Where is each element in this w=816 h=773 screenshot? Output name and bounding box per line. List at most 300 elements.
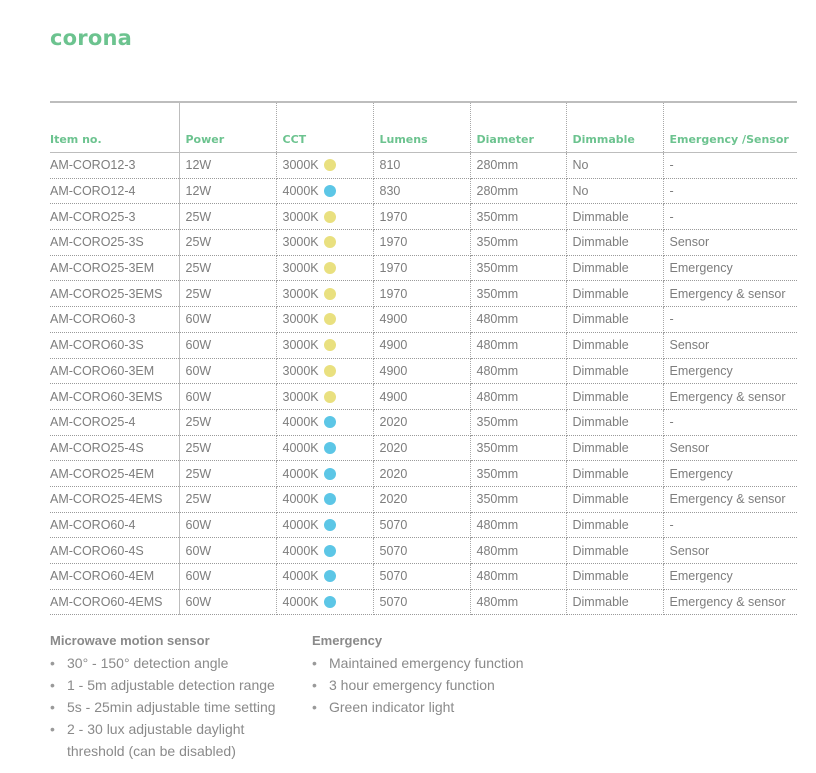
cell-dimmable: [566, 461, 663, 487]
cell-lumens-text: 810: [379, 158, 401, 173]
cell-cct: [276, 384, 373, 410]
cell-power: [179, 178, 276, 204]
spec-table-container: [50, 101, 797, 615]
cct-color-dot-icon: [324, 211, 336, 223]
cct-color-dot-icon: [324, 570, 336, 582]
cell-lumens-text: 2020: [379, 440, 408, 455]
table-row: [50, 358, 797, 384]
cell-diameter: [470, 589, 566, 615]
table-row: [50, 538, 797, 564]
cell-lumens: [373, 435, 470, 461]
cell-dimmable-text: Dimmable: [572, 261, 629, 276]
cell-emergency-sensor: [663, 230, 797, 256]
cell-lumens: [373, 512, 470, 538]
cell-power: [179, 230, 276, 256]
list-item-text: Maintained emergency function: [329, 655, 524, 671]
cell-cct-text: 3000K: [282, 158, 319, 173]
cell-power-text: 25W: [185, 415, 212, 430]
cell-power-text: 60W: [185, 363, 212, 378]
cell-dimmable-text: Dimmable: [572, 595, 629, 610]
cell-emergency-sensor: [663, 512, 797, 538]
bullet-icon: •: [50, 655, 55, 671]
cell-cct: [276, 564, 373, 590]
list-item-text: Green indicator light: [329, 699, 455, 715]
cell-cct-text: 4000K: [282, 466, 319, 481]
spec-table: [50, 101, 797, 615]
cell-cct: [276, 409, 373, 435]
table-row: [50, 409, 797, 435]
cell-lumens-text: 5070: [379, 517, 408, 532]
cell-diameter-text: 480mm: [476, 312, 519, 327]
cell-emergency-sensor-text: Emergency: [669, 363, 733, 378]
cell-cct-text: 3000K: [282, 338, 319, 353]
cell-diameter: [470, 538, 566, 564]
cct-color-dot-icon: [324, 339, 336, 351]
cell-cct: [276, 461, 373, 487]
cell-power: [179, 461, 276, 487]
cell-power: [179, 589, 276, 615]
table-row: [50, 461, 797, 487]
cell-diameter-text: 280mm: [476, 184, 519, 199]
cell-cct-text: 3000K: [282, 363, 319, 378]
cell-diameter-text: 350mm: [476, 492, 519, 507]
cell-item-no: [50, 204, 179, 230]
cell-power-text: 60W: [185, 389, 212, 404]
table-row: [50, 332, 797, 358]
cell-lumens-text: 1970: [379, 209, 408, 224]
cell-cct-text: 4000K: [282, 184, 319, 199]
cell-item-no: [50, 538, 179, 564]
cell-lumens: [373, 384, 470, 410]
cell-item-no-text: AM-CORO60-4EMS: [50, 595, 163, 610]
cell-item-no-text: AM-CORO25-3EMS: [50, 286, 163, 301]
cell-lumens: [373, 461, 470, 487]
cell-dimmable: [566, 538, 663, 564]
cell-power: [179, 153, 276, 179]
cell-emergency-sensor-text: Sensor: [669, 338, 710, 353]
table-row: [50, 281, 797, 307]
cell-power: [179, 255, 276, 281]
cell-lumens-text: 4900: [379, 363, 408, 378]
cell-diameter: [470, 435, 566, 461]
cell-emergency-sensor: [663, 409, 797, 435]
list-item: [50, 718, 300, 762]
cell-item-no: [50, 512, 179, 538]
cell-power: [179, 435, 276, 461]
cell-power: [179, 384, 276, 410]
table-row: [50, 589, 797, 615]
cct-color-dot-icon: [324, 236, 336, 248]
cell-power-text: 60W: [185, 543, 212, 558]
cell-emergency-sensor: [663, 281, 797, 307]
cell-emergency-sensor-text: Emergency: [669, 466, 733, 481]
cell-emergency-sensor: [663, 384, 797, 410]
cell-emergency-sensor: [663, 153, 797, 179]
cell-emergency-sensor-text: Emergency & sensor: [669, 389, 786, 404]
cell-item-no: [50, 486, 179, 512]
cell-lumens: [373, 564, 470, 590]
cell-cct-text: 3000K: [282, 261, 319, 276]
list-item: [50, 674, 300, 696]
cell-cct-text: 3000K: [282, 286, 319, 301]
cell-emergency-sensor-text: -: [669, 184, 674, 199]
cell-diameter: [470, 178, 566, 204]
emergency-notes-list: [312, 652, 612, 718]
cct-color-dot-icon: [324, 262, 336, 274]
cell-lumens: [373, 307, 470, 333]
cell-emergency-sensor-text: -: [669, 209, 674, 224]
list-item-text: 3 hour emergency function: [329, 677, 495, 693]
cct-color-dot-icon: [324, 442, 336, 454]
cell-diameter: [470, 255, 566, 281]
cell-power-text: 25W: [185, 261, 212, 276]
cell-diameter: [470, 486, 566, 512]
cct-color-dot-icon: [324, 288, 336, 300]
cell-power: [179, 486, 276, 512]
cell-lumens-text: 2020: [379, 415, 408, 430]
cell-diameter-text: 480mm: [476, 338, 519, 353]
table-row: [50, 512, 797, 538]
cell-emergency-sensor-text: Emergency & sensor: [669, 595, 786, 610]
cell-diameter-text: 480mm: [476, 569, 519, 584]
cell-dimmable: [566, 307, 663, 333]
list-item-text: 30° - 150° detection angle: [67, 655, 229, 671]
cell-emergency-sensor: [663, 564, 797, 590]
cell-diameter: [470, 332, 566, 358]
table-header-row: [50, 102, 797, 153]
cell-dimmable-text: Dimmable: [572, 466, 629, 481]
cell-diameter: [470, 230, 566, 256]
table-row: [50, 255, 797, 281]
cell-power: [179, 409, 276, 435]
cell-cct: [276, 435, 373, 461]
table-row: [50, 435, 797, 461]
cell-diameter-text: 350mm: [476, 261, 519, 276]
list-item-text: threshold (can be disabled): [67, 743, 236, 759]
cell-emergency-sensor: [663, 358, 797, 384]
header-lumens: Lumens: [373, 102, 470, 153]
cell-dimmable: [566, 589, 663, 615]
header-power: Power: [179, 102, 276, 153]
cell-power: [179, 538, 276, 564]
cell-emergency-sensor-text: Emergency & sensor: [669, 492, 786, 507]
cell-item-no: [50, 281, 179, 307]
cct-color-dot-icon: [324, 185, 336, 197]
cct-color-dot-icon: [324, 159, 336, 171]
cell-emergency-sensor-text: -: [669, 158, 674, 173]
list-item-text: 1 - 5m adjustable detection range: [67, 677, 275, 693]
cell-emergency-sensor: [663, 307, 797, 333]
cell-item-no: [50, 461, 179, 487]
cell-lumens: [373, 538, 470, 564]
cell-dimmable-text: Dimmable: [572, 286, 629, 301]
sensor-notes: [50, 633, 300, 762]
cell-dimmable-text: Dimmable: [572, 338, 629, 353]
cell-dimmable: [566, 204, 663, 230]
list-item-text: 5s - 25min adjustable time setting: [67, 699, 276, 715]
cell-item-no-text: AM-CORO60-3S: [50, 338, 144, 353]
cell-diameter-text: 480mm: [476, 543, 519, 558]
cell-cct: [276, 307, 373, 333]
cell-dimmable: [566, 512, 663, 538]
cell-cct: [276, 230, 373, 256]
cell-emergency-sensor: [663, 204, 797, 230]
list-item: [50, 652, 300, 674]
cell-lumens: [373, 409, 470, 435]
cell-cct-text: 3000K: [282, 209, 319, 224]
cell-dimmable-text: Dimmable: [572, 209, 629, 224]
cell-lumens-text: 2020: [379, 492, 408, 507]
cell-diameter-text: 480mm: [476, 595, 519, 610]
cell-diameter-text: 350mm: [476, 286, 519, 301]
cell-item-no-text: AM-CORO25-4S: [50, 440, 144, 455]
cell-emergency-sensor: [663, 589, 797, 615]
cell-dimmable-text: Dimmable: [572, 235, 629, 250]
brand-logo: corona: [50, 26, 132, 50]
cell-item-no-text: AM-CORO60-4S: [50, 543, 144, 558]
cell-dimmable-text: Dimmable: [572, 492, 629, 507]
cell-emergency-sensor-text: -: [669, 517, 674, 532]
table-row: [50, 564, 797, 590]
cell-diameter: [470, 384, 566, 410]
emergency-notes-title: Emergency: [312, 633, 383, 648]
cell-power: [179, 307, 276, 333]
cell-power: [179, 564, 276, 590]
cell-diameter-text: 480mm: [476, 389, 519, 404]
cell-lumens: [373, 153, 470, 179]
header-emergency-sensor: Emergency /Sensor: [663, 102, 797, 153]
cell-lumens-text: 1970: [379, 235, 408, 250]
cell-power-text: 60W: [185, 517, 212, 532]
cct-color-dot-icon: [324, 493, 336, 505]
cell-power: [179, 358, 276, 384]
cell-item-no: [50, 564, 179, 590]
cell-emergency-sensor-text: -: [669, 312, 674, 327]
cell-cct: [276, 589, 373, 615]
sensor-notes-title: Microwave motion sensor: [50, 633, 210, 648]
list-item-text: 2 - 30 lux adjustable daylight: [67, 721, 245, 737]
cell-power-text: 25W: [185, 440, 212, 455]
cell-power-text: 12W: [185, 184, 212, 199]
cell-emergency-sensor: [663, 461, 797, 487]
sensor-notes-list: [50, 652, 300, 762]
cell-cct: [276, 486, 373, 512]
cct-color-dot-icon: [324, 313, 336, 325]
cell-emergency-sensor-text: Emergency: [669, 569, 733, 584]
cell-diameter-text: 350mm: [476, 415, 519, 430]
header-dimmable: Dimmable: [566, 102, 663, 153]
cell-diameter: [470, 564, 566, 590]
cell-dimmable: [566, 384, 663, 410]
cell-emergency-sensor-text: Sensor: [669, 543, 710, 558]
cct-color-dot-icon: [324, 519, 336, 531]
bullet-icon: •: [50, 677, 55, 693]
cell-dimmable: [566, 486, 663, 512]
cell-diameter-text: 350mm: [476, 235, 519, 250]
cell-lumens-text: 4900: [379, 389, 408, 404]
emergency-notes: [312, 633, 612, 718]
cell-cct: [276, 332, 373, 358]
cell-item-no-text: AM-CORO25-3S: [50, 235, 144, 250]
cell-lumens: [373, 204, 470, 230]
cell-emergency-sensor-text: Sensor: [669, 235, 710, 250]
cell-power: [179, 512, 276, 538]
cell-cct: [276, 358, 373, 384]
cell-lumens: [373, 589, 470, 615]
cell-lumens-text: 1970: [379, 261, 408, 276]
table-row: [50, 384, 797, 410]
cell-power: [179, 281, 276, 307]
cell-dimmable-text: Dimmable: [572, 569, 629, 584]
cell-cct-text: 3000K: [282, 235, 319, 250]
cct-color-dot-icon: [324, 596, 336, 608]
cell-diameter-text: 480mm: [476, 363, 519, 378]
table-body: [50, 153, 797, 615]
cell-emergency-sensor: [663, 538, 797, 564]
cell-dimmable-text: Dimmable: [572, 363, 629, 378]
cell-cct: [276, 153, 373, 179]
cell-dimmable: [566, 564, 663, 590]
cell-item-no: [50, 435, 179, 461]
cell-dimmable: [566, 358, 663, 384]
cell-item-no-text: AM-CORO60-3: [50, 312, 136, 327]
cell-item-no-text: AM-CORO25-4EM: [50, 466, 155, 481]
bullet-icon: •: [312, 655, 317, 671]
cell-emergency-sensor-text: Emergency & sensor: [669, 286, 786, 301]
cell-emergency-sensor-text: -: [669, 415, 674, 430]
cell-emergency-sensor: [663, 486, 797, 512]
cell-item-no: [50, 332, 179, 358]
cct-color-dot-icon: [324, 365, 336, 377]
cell-item-no-text: AM-CORO25-4EMS: [50, 492, 163, 507]
cell-cct: [276, 178, 373, 204]
cell-dimmable-text: Dimmable: [572, 415, 629, 430]
cell-item-no-text: AM-CORO60-4: [50, 517, 136, 532]
list-item: [312, 652, 612, 674]
cell-item-no-text: AM-CORO25-3: [50, 209, 136, 224]
cell-lumens-text: 4900: [379, 338, 408, 353]
cell-item-no: [50, 409, 179, 435]
table-row: [50, 486, 797, 512]
cell-lumens: [373, 255, 470, 281]
cell-diameter: [470, 281, 566, 307]
cell-item-no-text: AM-CORO60-3EM: [50, 363, 155, 378]
cell-diameter-text: 350mm: [476, 466, 519, 481]
cell-cct-text: 3000K: [282, 389, 319, 404]
cell-cct: [276, 204, 373, 230]
cell-lumens: [373, 486, 470, 512]
cell-power-text: 25W: [185, 286, 212, 301]
cct-color-dot-icon: [324, 545, 336, 557]
cell-item-no-text: AM-CORO25-3EM: [50, 261, 155, 276]
cell-diameter: [470, 461, 566, 487]
cell-dimmable-text: Dimmable: [572, 389, 629, 404]
cell-cct-text: 4000K: [282, 415, 319, 430]
cell-diameter: [470, 307, 566, 333]
cell-cct-text: 4000K: [282, 595, 319, 610]
cell-item-no: [50, 178, 179, 204]
cell-item-no: [50, 307, 179, 333]
cell-diameter-text: 480mm: [476, 517, 519, 532]
cell-lumens: [373, 178, 470, 204]
cell-lumens-text: 5070: [379, 543, 408, 558]
cell-dimmable: [566, 230, 663, 256]
cell-power-text: 25W: [185, 235, 212, 250]
cell-cct-text: 3000K: [282, 312, 319, 327]
cell-cct-text: 4000K: [282, 569, 319, 584]
cell-power-text: 60W: [185, 569, 212, 584]
cell-diameter: [470, 358, 566, 384]
list-item: [312, 674, 612, 696]
cell-item-no-text: AM-CORO60-3EMS: [50, 389, 163, 404]
cell-lumens-text: 1970: [379, 286, 408, 301]
cell-cct: [276, 538, 373, 564]
cell-emergency-sensor: [663, 332, 797, 358]
cell-diameter-text: 350mm: [476, 440, 519, 455]
cell-lumens: [373, 281, 470, 307]
cell-diameter: [470, 204, 566, 230]
bullet-icon: •: [50, 721, 55, 737]
cell-diameter: [470, 153, 566, 179]
cell-item-no: [50, 230, 179, 256]
header-cct: CCT: [276, 102, 373, 153]
table-row: [50, 204, 797, 230]
cell-item-no: [50, 153, 179, 179]
cell-lumens-text: 4900: [379, 312, 408, 327]
cell-power-text: 60W: [185, 595, 212, 610]
table-row: [50, 178, 797, 204]
cell-item-no-text: AM-CORO12-3: [50, 158, 136, 173]
cell-power-text: 60W: [185, 312, 212, 327]
cct-color-dot-icon: [324, 416, 336, 428]
cell-cct: [276, 281, 373, 307]
cell-dimmable-text: No: [572, 184, 589, 199]
cell-emergency-sensor: [663, 255, 797, 281]
cell-dimmable-text: Dimmable: [572, 440, 629, 455]
cell-cct-text: 4000K: [282, 543, 319, 558]
cell-item-no: [50, 384, 179, 410]
list-item: [312, 696, 612, 718]
cell-emergency-sensor-text: Sensor: [669, 440, 710, 455]
cell-diameter-text: 280mm: [476, 158, 519, 173]
cell-item-no: [50, 589, 179, 615]
cct-color-dot-icon: [324, 468, 336, 480]
cell-cct-text: 4000K: [282, 517, 319, 532]
cell-emergency-sensor: [663, 435, 797, 461]
table-row: [50, 230, 797, 256]
cell-dimmable-text: Dimmable: [572, 543, 629, 558]
cell-dimmable: [566, 255, 663, 281]
cell-lumens: [373, 358, 470, 384]
cell-cct-text: 4000K: [282, 440, 319, 455]
cell-emergency-sensor: [663, 178, 797, 204]
cell-emergency-sensor-text: Emergency: [669, 261, 733, 276]
cell-power: [179, 204, 276, 230]
cell-cct: [276, 255, 373, 281]
cell-lumens-text: 5070: [379, 595, 408, 610]
cell-power-text: 25W: [185, 466, 212, 481]
cell-dimmable-text: Dimmable: [572, 517, 629, 532]
header-diameter: Diameter: [470, 102, 566, 153]
cell-cct: [276, 512, 373, 538]
cell-diameter: [470, 409, 566, 435]
cell-dimmable: [566, 435, 663, 461]
cell-lumens: [373, 230, 470, 256]
cell-diameter: [470, 512, 566, 538]
cell-dimmable-text: No: [572, 158, 589, 173]
cct-color-dot-icon: [324, 391, 336, 403]
cell-power-text: 25W: [185, 492, 212, 507]
